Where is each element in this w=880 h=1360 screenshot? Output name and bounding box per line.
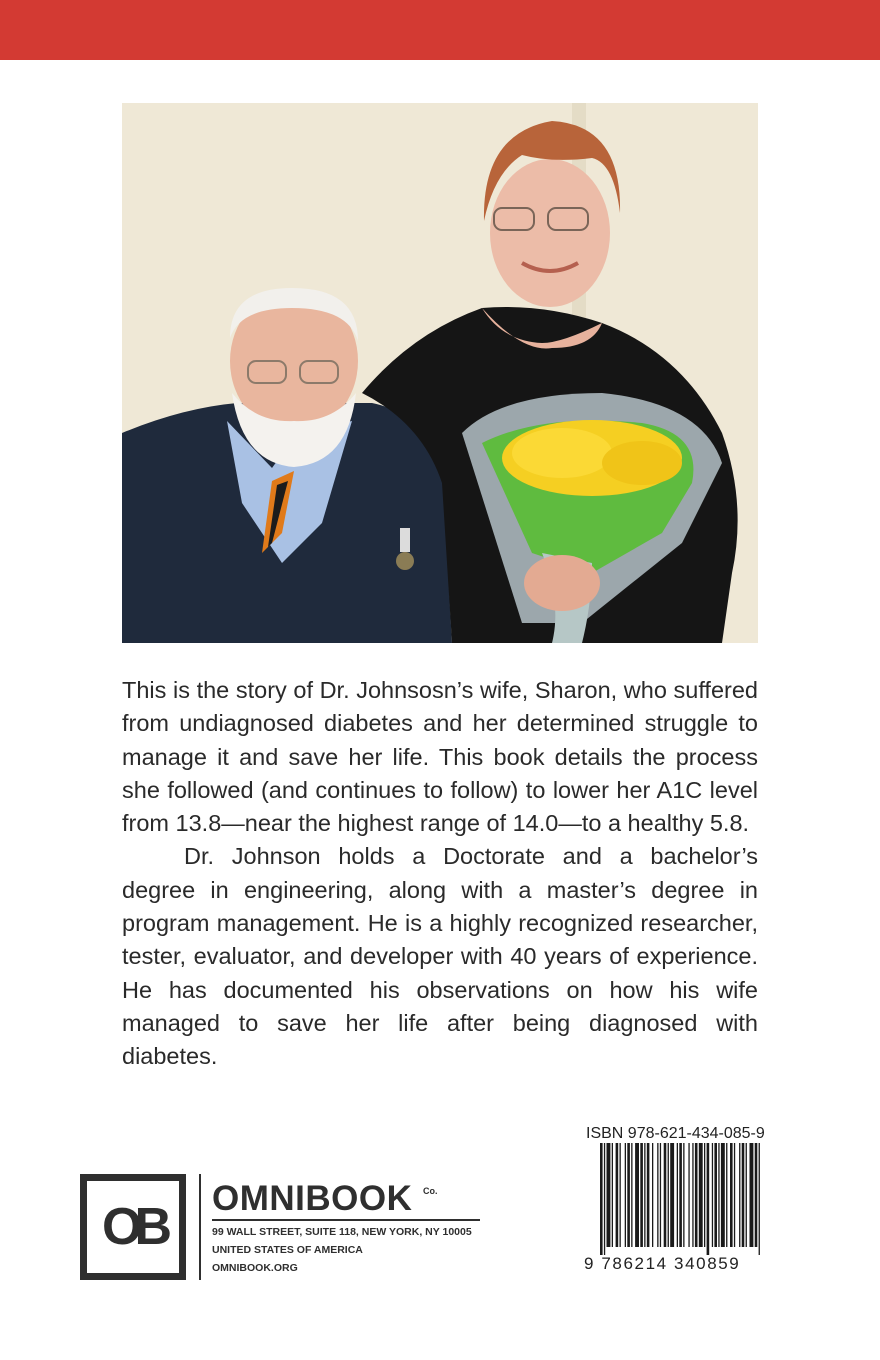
barcode-bar xyxy=(714,1143,717,1247)
publisher-address: 99 WALL STREET, SUITE 118, NEW YORK, NY 10005 xyxy=(212,1226,472,1238)
publisher-logo-letters: OB xyxy=(102,1198,164,1256)
publisher-website: OMNIBOOK.ORG xyxy=(212,1262,298,1274)
barcode-bar xyxy=(699,1143,703,1247)
publisher-rule xyxy=(212,1219,480,1221)
barcode-bar xyxy=(616,1143,619,1247)
barcode-bar xyxy=(631,1143,632,1247)
barcode-bar xyxy=(759,1143,760,1255)
barcode-bar xyxy=(640,1143,643,1247)
isbn-barcode xyxy=(600,1143,760,1255)
barcode-bar xyxy=(683,1143,684,1247)
logo-divider xyxy=(199,1174,201,1280)
barcode-bar xyxy=(755,1143,758,1247)
barcode-bar xyxy=(730,1143,733,1247)
publisher-logo xyxy=(80,1174,186,1280)
barcode-bar xyxy=(625,1143,626,1247)
barcode-bar xyxy=(664,1143,667,1247)
barcode-bar xyxy=(604,1143,605,1255)
barcode-bar xyxy=(721,1143,725,1247)
barcode-bar xyxy=(607,1143,611,1247)
barcode-bar xyxy=(670,1143,674,1247)
barcode-bar xyxy=(688,1143,689,1247)
barcode-bar xyxy=(652,1143,653,1247)
barcode-bar xyxy=(668,1143,669,1247)
barcode-bar xyxy=(692,1143,693,1247)
barcode-bar xyxy=(707,1143,710,1255)
isbn-label: ISBN 978-621-434-085-9 xyxy=(586,1125,765,1142)
publisher-name: OMNIBOOK xyxy=(212,1179,413,1218)
barcode-bar xyxy=(742,1143,745,1247)
barcode-bar xyxy=(750,1143,754,1247)
barcode-bar xyxy=(718,1143,719,1247)
barcode-digits: 9 786214 340859 xyxy=(584,1254,741,1273)
barcode-bar xyxy=(726,1143,727,1247)
back-cover-blurb xyxy=(122,674,758,1074)
barcode-bar xyxy=(734,1143,735,1247)
blurb-paragraph-2: Dr. Johnson holds a Doctorate and a bachelor’s degree in engineering, along with a master’s degree in program management. He is a highly recognized researcher, tester, evaluator, and developer with 40 years of experience. He has documented his observations on how his wife managed to save her life after being diagnosed with diabetes. xyxy=(122,843,758,1070)
barcode-bar xyxy=(657,1143,658,1247)
barcode-bar xyxy=(647,1143,650,1247)
barcode-bar xyxy=(644,1143,645,1247)
publisher-suffix: Co. xyxy=(423,1186,438,1196)
barcode-bar xyxy=(739,1143,740,1247)
publisher-country: UNITED STATES OF AMERICA xyxy=(212,1244,363,1256)
header-color-bar xyxy=(0,0,880,60)
barcode-bar xyxy=(712,1143,713,1247)
barcode-bar xyxy=(600,1143,603,1255)
barcode-bar xyxy=(746,1143,747,1247)
barcode-bar xyxy=(627,1143,630,1247)
barcode-bar xyxy=(704,1143,705,1247)
author-photo xyxy=(122,103,758,643)
barcode-bar xyxy=(620,1143,621,1247)
blurb-paragraph-1: This is the story of Dr. Johnsosn’s wife, Sharon, who suffered from undiagnosed diabetes and her determined struggle to manage it and save her life. This book details the process she followed (and continues to follow) to lower her A1C level from 13.8—near the highest range of 14.0—to a healthy 5.8. xyxy=(122,677,758,837)
barcode-bar xyxy=(695,1143,698,1247)
barcode-bar xyxy=(635,1143,639,1247)
barcode-bar xyxy=(612,1143,613,1247)
barcode-bar xyxy=(660,1143,661,1247)
barcode-bar xyxy=(679,1143,682,1247)
barcode-bar xyxy=(677,1143,678,1247)
